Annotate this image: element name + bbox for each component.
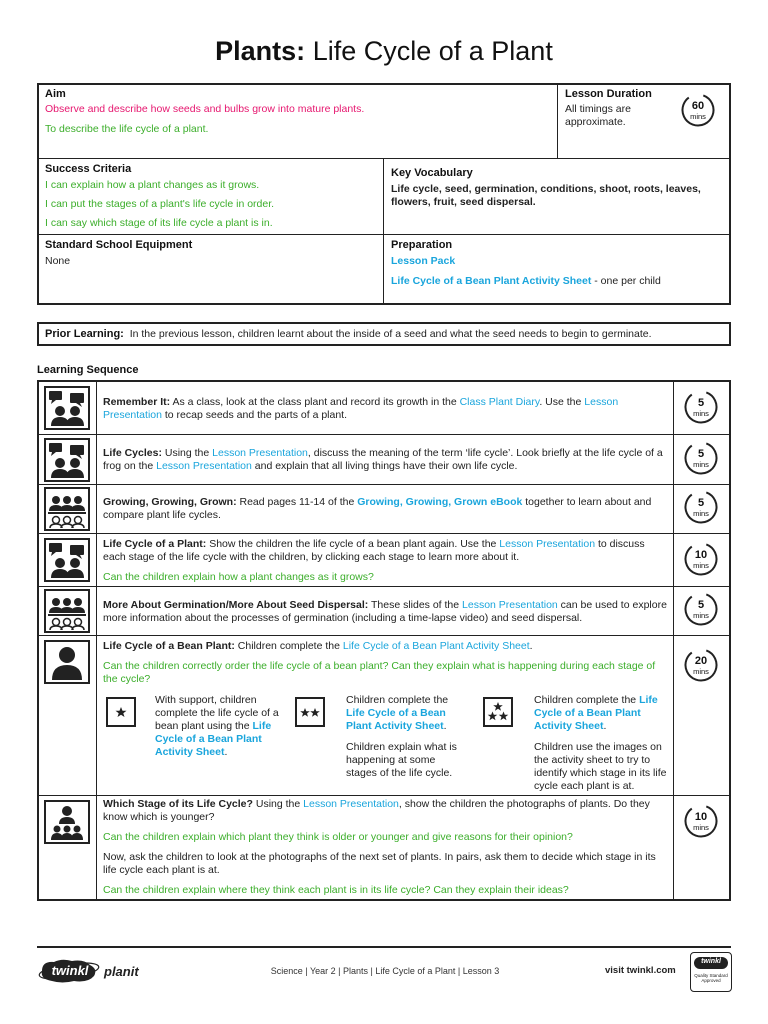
individual-work-icon: [44, 640, 90, 684]
success-item: I can explain how a plant changes as it grows.: [45, 179, 260, 191]
assessment-question: Can the children explain where they think each plant is in its life cycle? Can they explain their ideas?: [103, 884, 569, 896]
twinkl-logo-text: twinkl: [51, 963, 89, 978]
sequence-row-remember: Remember It: As a class, look at the class plant and record its growth in the Class Plant Diary. Use the Lesson Presentation to recap seeds and the parts of a plant.: [103, 396, 619, 421]
activity-sheet-link[interactable]: Life Cycle of a Bean Plant Activity Sheet: [342, 640, 530, 652]
activity-sheet-link[interactable]: Life Cycle of a Bean Plant Activity Sheet: [155, 720, 272, 758]
activity-sheet-link[interactable]: Life Cycle of a Bean Plant Activity Sheet: [391, 275, 592, 287]
sequence-row-which-stage: Which Stage of its Life Cycle? Using the Lesson Presentation, show the children the photographs of plants. Do they know which is younger? Can the children explain which plant they think is older or younger and give reasons for their opinion? Now, ask the children to look at the photographs of the next set of plants. In pairs, ask them to decide which stage in its life cycle each plant is at. Can the children explain where they think each plant is in its life cycle? Can they explain their ideas?: [103, 798, 668, 904]
class-plant-diary-link[interactable]: Class Plant Diary: [459, 396, 540, 408]
planit-logo: planit: [104, 964, 139, 979]
success-heading: Success Criteria: [45, 163, 132, 175]
row-timer: 10 mins: [684, 542, 718, 576]
two-star-icon: [295, 697, 325, 727]
activity-sheet-link[interactable]: Life Cycle of a Bean Plant Activity Sheet: [534, 694, 658, 732]
equipment-cell: [45, 239, 375, 268]
assessment-question: Can the children explain how a plant changes as it grows?: [103, 571, 374, 583]
lesson-presentation-link[interactable]: Lesson Presentation: [303, 798, 399, 810]
talk-partners-icon: [44, 386, 90, 430]
preparation-cell: Preparation Lesson Pack Life Cycle of a Bean Plant Activity Sheet - one per child: [391, 239, 721, 288]
row-timer: 5 mins: [684, 592, 718, 626]
teacher-group-icon: [44, 800, 90, 844]
ebook-link[interactable]: Growing, Growing, Grown eBook: [357, 496, 523, 508]
row-timer: 10 mins: [684, 804, 718, 838]
aim-lesson-objective: To describe the life cycle of a plant.: [45, 123, 209, 135]
quality-standard-badge: [690, 952, 732, 992]
sequence-row-germination: More About Germination/More About Seed Dispersal: These slides of the Lesson Presentation can be used to explore more information about the processes of germination (including a time-lapse video) and seed dispersal.: [103, 599, 667, 624]
badge-caption: Quality Standard Approved: [694, 973, 728, 983]
lesson-presentation-link[interactable]: Lesson Presentation: [212, 447, 308, 459]
class-group-icon: [44, 487, 90, 531]
lesson-presentation-link[interactable]: Lesson Presentation: [499, 538, 596, 550]
prior-learning-text: In the previous lesson, children learnt about the inside of a seed and what the seed needs to begin to germinate.: [129, 328, 652, 340]
sequence-row-life-cycles: Life Cycles: Using the Lesson Presentation, discuss the meaning of the term ‘life cycle’. Look briefly at the life cycle of a frog on the Lesson Presentation and explain that all living things have their own life cycle.: [103, 447, 663, 472]
lesson-pack-link[interactable]: Lesson Pack: [391, 255, 456, 267]
success-item: I can say which stage of its life cycle a plant is in.: [45, 217, 273, 229]
prior-learning-label: Prior Learning:: [45, 328, 124, 340]
key-vocabulary-cell: [391, 167, 721, 209]
prior-learning: [45, 328, 725, 341]
row-timer: 5 mins: [684, 441, 718, 475]
differentiation-three-star: Children complete the Life Cycle of a Bean Plant Activity Sheet. Children use the images on the activity sheet to try to identify which stage in its life cycle each plant is at.: [534, 694, 667, 792]
aim-cell: [45, 88, 550, 136]
twinkl-logo: [38, 957, 100, 985]
visit-twinkl-link[interactable]: visit twinkl.com: [605, 965, 676, 976]
duration-text: All timings are approximate.: [565, 103, 631, 128]
aim-objective: Observe and describe how seeds and bulbs grow into mature plants.: [45, 103, 365, 115]
row-timer: 20 mins: [684, 648, 718, 682]
row-timer: 5 mins: [684, 390, 718, 424]
footer-divider: [37, 946, 731, 948]
aim-heading: Aim: [45, 88, 66, 100]
learning-sequence-heading: Learning Sequence: [37, 364, 139, 376]
duration-cell: [565, 88, 675, 129]
page-title: Plants: Life Cycle of a Plant: [215, 36, 553, 66]
equipment-text: None: [45, 255, 71, 267]
sequence-row-bean-plant: Life Cycle of a Bean Plant: Children complete the Life Cycle of a Bean Plant Activity Sheet. Can the children correctly order the life cycle of a bean plant? Can they explain what is happening during each stage of the cycle?: [103, 640, 668, 693]
assessment-question: Can the children correctly order the life cycle of a bean plant? Can they explain what is happening during each stage of the cycle?: [103, 660, 656, 685]
row-timer: 5 mins: [684, 490, 718, 524]
differentiation-two-star: Children complete the Life Cycle of a Bean Plant Activity Sheet. Children explain what is happening at some stages of the life cycle.: [346, 694, 457, 779]
class-group-icon: [44, 589, 90, 633]
success-item: I can put the stages of a plant's life cycle in order.: [45, 198, 275, 210]
lesson-presentation-link[interactable]: Lesson Presentation: [462, 599, 558, 611]
success-criteria-cell: [45, 163, 375, 230]
activity-sheet-link[interactable]: Life Cycle of a Bean Plant Activity Sheet: [346, 707, 446, 732]
badge-brand: twinkl: [701, 958, 721, 965]
assessment-question: Can the children explain which plant they think is older or younger and give reasons for their opinion?: [103, 831, 573, 843]
lesson-presentation-link[interactable]: Lesson Presentation: [156, 460, 252, 472]
sequence-row-growing: Growing, Growing, Grown: Read pages 11-14 of the Growing, Growing, Grown eBook together to learn about and compare plant life cycles.: [103, 496, 652, 521]
sequence-row-life-cycle-plant: Life Cycle of a Plant: Show the children the life cycle of a bean plant again. Use the Lesson Presentation to discuss each stage of the life cycle with the children, by clicking each stage to learn more about it. Can the children explain how a plant changes as it grows?: [103, 538, 668, 591]
equipment-heading: Standard School Equipment: [45, 239, 193, 251]
talk-partners-icon: [44, 438, 90, 482]
differentiation-one-star: With support, children complete the life cycle of a bean plant using the Life Cycle of a Bean Plant Activity Sheet.: [155, 694, 279, 758]
preparation-heading: Preparation: [391, 239, 453, 251]
footer-lesson-info: Science | Year 2 | Plants | Life Cycle of a Plant | Lesson 3: [270, 966, 500, 976]
three-star-icon: [483, 697, 513, 727]
lesson-presentation-link[interactable]: Lesson Presentation: [103, 396, 619, 421]
duration-heading: Lesson Duration: [565, 88, 652, 100]
lesson-duration-timer: 60 mins: [681, 93, 715, 127]
one-star-icon: [106, 697, 136, 727]
talk-partners-icon: [44, 538, 90, 582]
vocab-heading: Key Vocabulary: [391, 167, 473, 179]
vocab-text: Life cycle, seed, germination, conditions, shoot, roots, leaves, flowers, fruit, seed dispersal.: [391, 183, 701, 208]
